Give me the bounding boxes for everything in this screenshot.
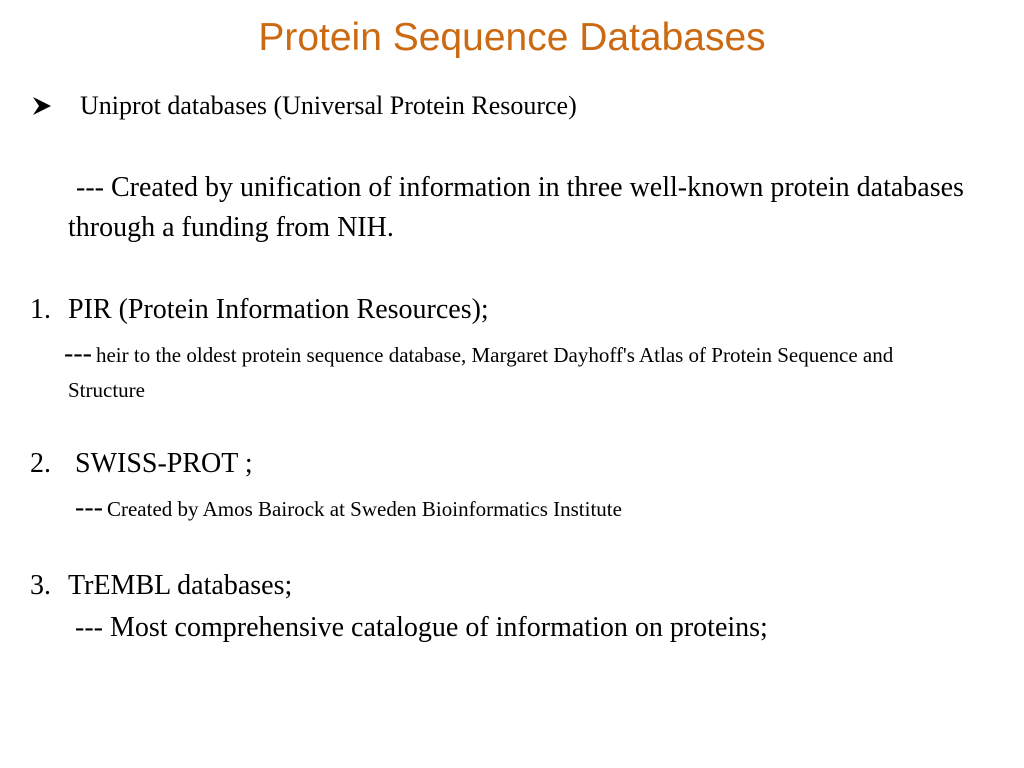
item-label: SWISS-PROT ;	[75, 448, 253, 479]
item-detail-swiss-prot	[75, 488, 622, 532]
main-bullet	[32, 86, 577, 126]
arrow-bullet-icon	[32, 95, 52, 117]
item-number: 3.	[30, 570, 51, 601]
item-dash: ---	[75, 612, 103, 643]
item-detail-text: Created by Amos Bairock at Sweden Bioinformatics Institute	[106, 497, 622, 521]
item-detail-pir	[64, 338, 968, 409]
list-item-swiss-prot	[30, 444, 253, 484]
item-detail-text: Most comprehensive catalogue of information on proteins;	[109, 612, 768, 643]
item-dash: ---	[75, 492, 103, 523]
item-label: PIR (Protein Information Resources);	[68, 294, 489, 325]
item-detail-trembl	[75, 608, 768, 648]
list-item-trembl	[30, 566, 292, 606]
item-dash: ---	[64, 338, 92, 369]
item-label: TrEMBL databases;	[68, 570, 293, 601]
uniprot-description: --- Created by unification of information in three well-known protein databases through a funding from NIH.	[68, 172, 964, 243]
bullet-text: Uniprot databases (Universal Protein Resource)	[80, 91, 577, 120]
slide-title: Protein Sequence Databases	[258, 16, 766, 59]
list-item-pir	[30, 290, 489, 330]
item-number: 2.	[30, 448, 51, 479]
item-number: 1.	[30, 294, 51, 325]
item-detail-text: heir to the oldest protein sequence database, Margaret Dayhoff's Atlas of Protein Sequence and Structure	[68, 343, 894, 402]
